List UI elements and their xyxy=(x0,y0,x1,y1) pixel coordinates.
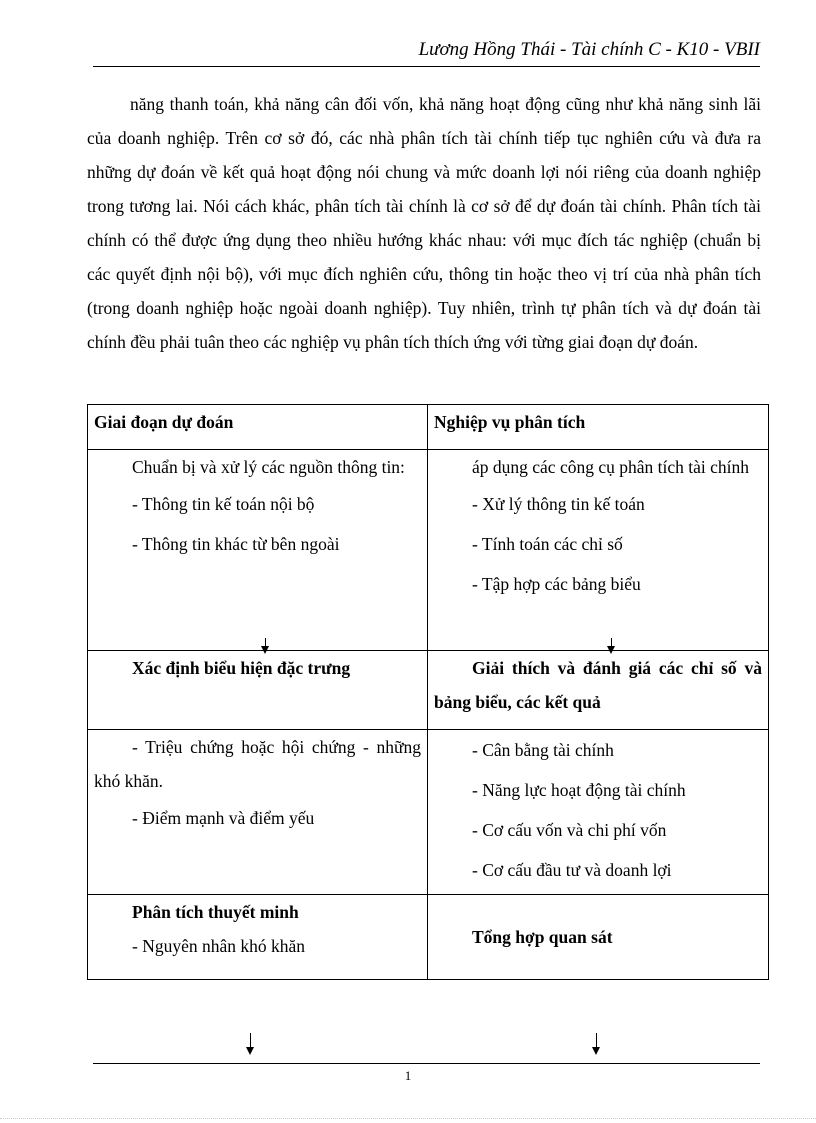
row1-left-intro: Chuẩn bị và xử lý các nguồn thông tin: xyxy=(132,457,405,477)
row1-right-item: - Xử lý thông tin kế toán xyxy=(472,494,645,514)
col-right-header: Nghiệp vụ phân tích xyxy=(428,405,769,450)
row2-left-cell xyxy=(88,651,428,730)
row1-right-cell xyxy=(428,450,769,651)
table-row xyxy=(88,450,769,651)
row3-left-intro: - Triệu chứng hoặc hội chứng - những khó khăn. xyxy=(94,737,421,791)
row4-left-item: - Nguyên nhân khó khăn xyxy=(132,936,306,956)
row3-left-item: - Điểm mạnh và điểm yếu xyxy=(132,808,315,828)
row4-left-cell xyxy=(88,895,428,980)
table-row xyxy=(88,730,769,895)
table-row xyxy=(88,895,769,980)
row3-right-item: - Cơ cấu vốn và chi phí vốn xyxy=(472,820,667,840)
row1-right-intro: áp dụng các công cụ phân tích tài chính xyxy=(472,457,749,477)
row1-left-item: - Thông tin kế toán nội bộ xyxy=(132,494,315,514)
row4-right-heading: Tổng hợp quan sát xyxy=(472,927,613,947)
row3-right-item: - Cơ cấu đầu tư và doanh lợi xyxy=(472,860,672,880)
row1-left-item: - Thông tin khác từ bên ngoài xyxy=(132,534,340,554)
row3-left-cell xyxy=(88,730,428,895)
row3-right-item: - Năng lực hoạt động tài chính xyxy=(472,780,686,800)
row2-right-heading: Giải thích và đánh giá các chỉ số và bảng biểu, các kết quả xyxy=(434,658,762,712)
row4-right-cell xyxy=(428,895,769,980)
analysis-flow-table xyxy=(87,404,769,980)
row2-right-cell xyxy=(428,651,769,730)
row1-left-cell xyxy=(88,450,428,651)
col-left-header: Giai đoạn dự đoán xyxy=(88,405,428,450)
footer-divider xyxy=(93,1063,760,1064)
table-row xyxy=(88,651,769,730)
header-author-line: Lương Hồng Thái - Tài chính C - K10 - VBII xyxy=(418,39,760,60)
row4-left-heading: Phân tích thuyết minh xyxy=(132,902,299,922)
row1-right-item: - Tính toán các chỉ số xyxy=(472,534,623,554)
intro-paragraph: năng thanh toán, khả năng cân đối vốn, khả năng hoạt động cũng như khả năng sinh lãi của doanh nghiệp. Trên cơ sở đó, các nhà phân tích tài chính tiếp tục nghiên cứu và đưa ra những dự đoán về kết quả hoạt động nói chung và mức doanh lợi nói riêng của doanh nghiệp trong tương lai. Nói cách khác, phân tích tài chính là cơ sở để dự đoán tài chính. Phân tích tài chính có thể được ứng dụng theo nhiều hướng khác nhau: với mục đích tác nghiệp (chuẩn bị các quyết định nội bộ), với mục đích nghiên cứu, thông tin hoặc theo vị trí của nhà phân tích (trong doanh nghiệp hoặc ngoài doanh nghiệp). Tuy nhiên, trình tự phân tích và dự đoán tài chính đều phải tuân theo các nghiệp vụ phân tích thích ứng với từng giai đoạn dự đoán. xyxy=(87,94,761,352)
page-number: 1 xyxy=(404,1068,412,1083)
page-header xyxy=(93,38,760,67)
row1-right-item: - Tập hợp các bảng biểu xyxy=(472,574,641,594)
page-bottom-edge xyxy=(0,1118,816,1119)
row2-left-heading: Xác định biểu hiện đặc trưng xyxy=(132,658,351,678)
table-header-row xyxy=(88,405,769,450)
row3-right-cell xyxy=(428,730,769,895)
row3-right-item: - Cân bằng tài chính xyxy=(472,740,614,760)
